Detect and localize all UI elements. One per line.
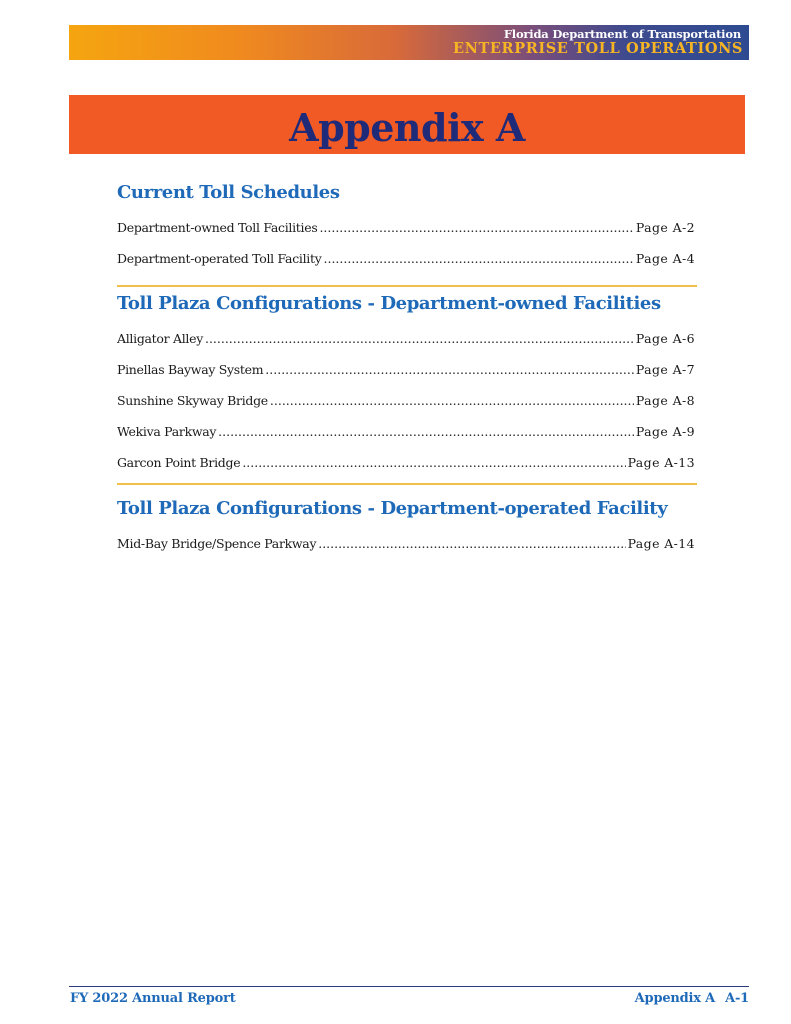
- toc-entry[interactable]: [117, 331, 695, 349]
- toc-entry-page: Page A-6: [635, 331, 695, 346]
- toc-leader-dots: [265, 362, 634, 377]
- toc-entry-label: Garcon Point Bridge: [117, 455, 241, 470]
- toc-leader-dots: [319, 220, 633, 235]
- toc-leader-dots: [324, 251, 634, 266]
- section-heading-current-toll-schedules: Current Toll Schedules: [117, 182, 340, 203]
- toc-leader-dots: [205, 331, 634, 346]
- agency-name: Florida Department of Transportation: [503, 27, 741, 41]
- toc-entry-label: Alligator Alley: [117, 331, 203, 346]
- footer-page-number: A-1: [725, 991, 749, 1006]
- toc-entry[interactable]: [117, 220, 695, 238]
- toc-entry-label: Department-owned Toll Facilities: [117, 220, 318, 235]
- footer-page-ref: [635, 991, 749, 1006]
- toc-entry[interactable]: [117, 393, 695, 411]
- header-banner: [69, 25, 749, 60]
- toc-leader-dots: [318, 536, 625, 551]
- toc-entry[interactable]: [117, 251, 695, 269]
- toc-entry-label: Mid-Bay Bridge/Spence Parkway: [117, 536, 317, 551]
- toc-entry-page: Page A-13: [627, 455, 695, 470]
- toc-entry-page: Page A-7: [635, 362, 695, 377]
- footer-report-name: FY 2022 Annual Report: [70, 991, 236, 1006]
- toc-entry-page: Page A-2: [635, 220, 695, 235]
- section-divider: [117, 285, 697, 287]
- toc-entry[interactable]: [117, 536, 695, 554]
- toc-entry[interactable]: [117, 455, 695, 473]
- section-heading-plaza-owned: Toll Plaza Configurations - Department-owned Facilities: [117, 293, 661, 314]
- section-divider: [117, 483, 697, 485]
- toc-leader-dots: [242, 455, 625, 470]
- toc-entry-label: Department-operated Toll Facility: [117, 251, 322, 266]
- toc-entry-page: Page A-14: [627, 536, 695, 551]
- toc-leader-dots: [270, 393, 634, 408]
- toc-entry[interactable]: [117, 424, 695, 442]
- toc-entry-label: Pinellas Bayway System: [117, 362, 264, 377]
- title-banner: [69, 95, 745, 154]
- section-heading-plaza-operated: Toll Plaza Configurations - Department-operated Facility: [117, 498, 668, 519]
- toc-entry-label: Sunshine Skyway Bridge: [117, 393, 268, 408]
- toc-entry-page: Page A-8: [635, 393, 695, 408]
- toc-entry-page: Page A-9: [635, 424, 695, 439]
- division-name: ENTERPRISE TOLL OPERATIONS: [453, 40, 743, 57]
- toc-leader-dots: [218, 424, 634, 439]
- toc-entry-page: Page A-4: [635, 251, 695, 266]
- page-title: Appendix A: [289, 105, 525, 150]
- toc-entry-label: Wekiva Parkway: [117, 424, 217, 439]
- footer-section: Appendix A: [634, 991, 716, 1006]
- footer-rule: [69, 986, 749, 987]
- toc-entry[interactable]: [117, 362, 695, 380]
